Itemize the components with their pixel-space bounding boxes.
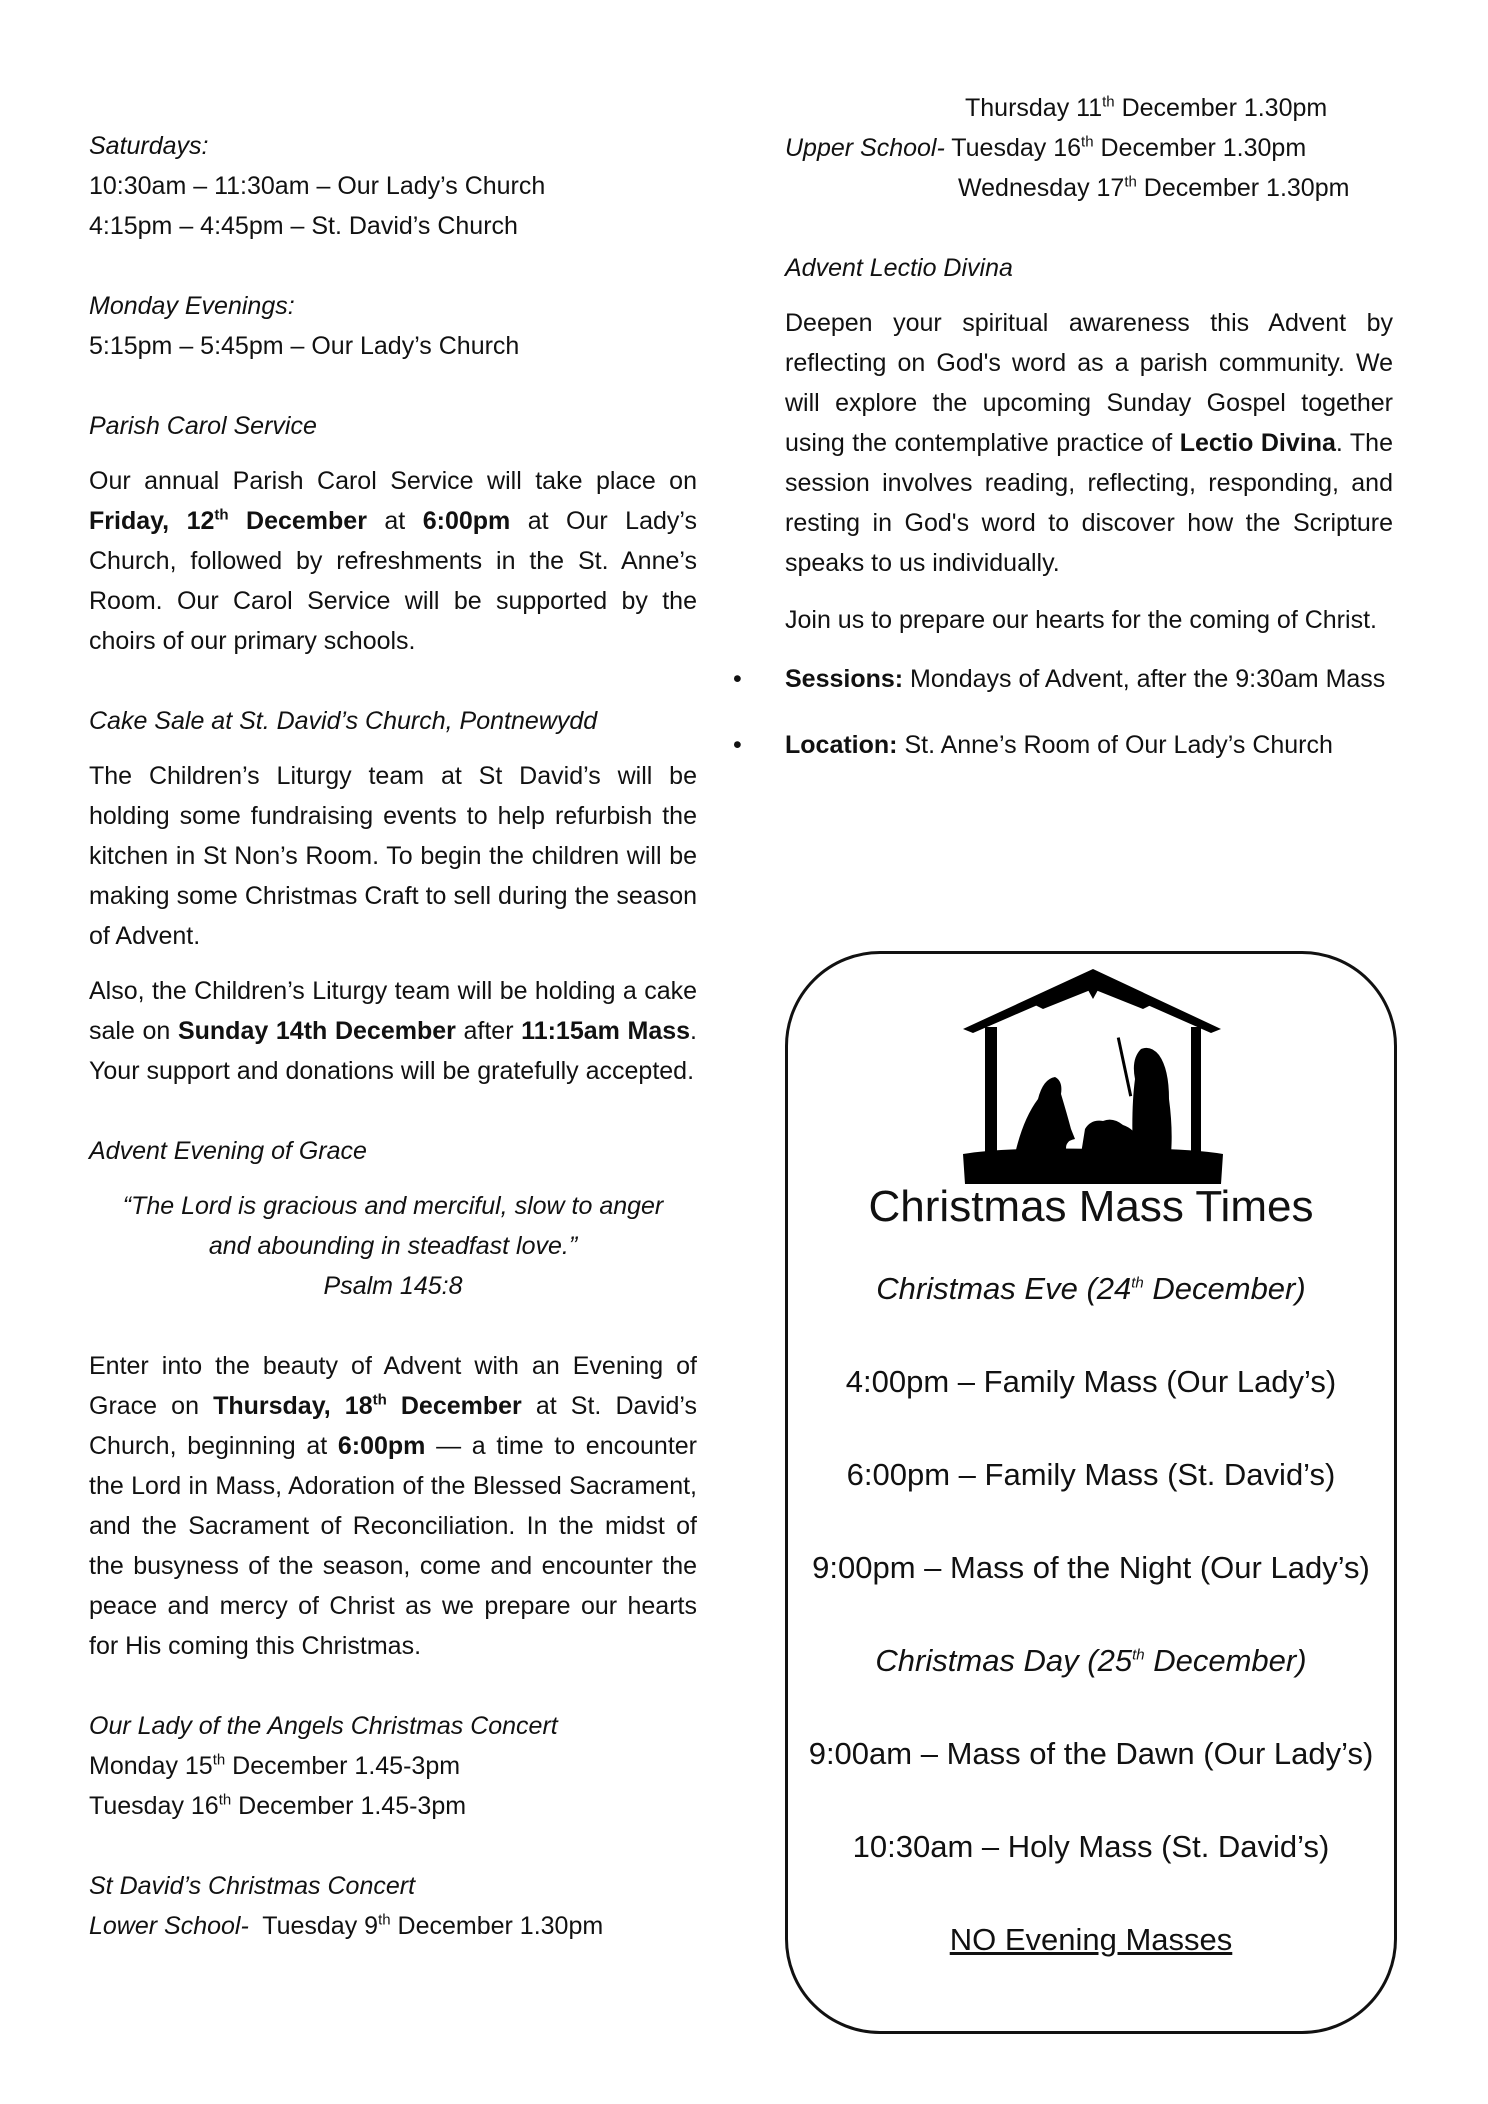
scripture-quote: and abounding in steadfast love.” (208, 1232, 578, 1260)
section-heading: Advent Lectio Divina (785, 254, 1013, 282)
concert-date: Monday 15th December 1.45-3pm (89, 1751, 461, 1780)
lectio-divina-section (733, 248, 1393, 767)
cake-sale-paragraph-2: Also, the Children’s Liturgy team will be holding a cake sale on Sunday 14th December after 11:15am Mass. Your support and donations will be gratefully accepted. (89, 977, 697, 1085)
concert-date: Tuesday 16th December 1.45-3pm (89, 1791, 467, 1820)
mass-times-title: Christmas Mass Times (868, 1182, 1314, 1231)
nativity-icon (963, 969, 1223, 1184)
section-heading: Advent Evening of Grace (89, 1137, 367, 1165)
mass-time-item: 10:30am – Holy Mass (St. David’s) (852, 1829, 1330, 1864)
lectio-divina-invitation: Join us to prepare our hearts for the coming of Christ. (785, 606, 1377, 634)
carol-service-paragraph: Our annual Parish Carol Service will take place on Friday, 12th December at 6:00pm at Our Lady’s Church, followed by refreshments in the St. Anne’s Room. Our Carol Service will be supported by the choirs of our primary schools. (89, 467, 697, 655)
time-line: 5:15pm – 5:45pm – Our Lady’s Church (89, 332, 520, 360)
confession-times-monday (89, 286, 697, 366)
christmas-day-heading: Christmas Day (25th December) (875, 1643, 1307, 1678)
right-column (733, 88, 1393, 789)
evening-of-grace-section (89, 1131, 697, 1666)
mass-times-list (788, 1269, 1394, 2013)
section-heading: Cake Sale at St. David’s Church, Pontnewydd (89, 707, 598, 735)
concert-date: Upper School- Tuesday 16th December 1.30pm (785, 133, 1307, 162)
left-column (89, 126, 697, 1946)
mass-time-item: 9:00pm – Mass of the Night (Our Lady’s) (812, 1550, 1370, 1585)
list-item-sessions: • Sessions: Mondays of Advent, after the 9:30am Mass (785, 657, 1393, 701)
time-line: 10:30am – 11:30am – Our Lady’s Church (89, 172, 546, 200)
cake-sale-section (89, 701, 697, 1091)
olota-concert-section (89, 1706, 697, 1826)
confession-times-saturdays (89, 126, 697, 246)
section-heading: St David’s Christmas Concert (89, 1872, 416, 1900)
mass-time-item: 9:00am – Mass of the Dawn (Our Lady’s) (808, 1736, 1374, 1771)
section-heading: Parish Carol Service (89, 412, 317, 440)
bullet-icon: • (733, 665, 742, 693)
bullet-icon: • (733, 731, 742, 759)
no-evening-masses-note: NO Evening Masses (949, 1922, 1233, 1957)
mass-time-item: 4:00pm – Family Mass (Our Lady’s) (845, 1364, 1337, 1399)
cake-sale-paragraph-1: The Children’s Liturgy team at St David’s will be holding some fundraising events to help refurbish the kitchen in St Non’s Room. To begin the children will be making some Christmas Craft to sell during the season of Advent. (89, 762, 697, 950)
concert-date: Wednesday 17th December 1.30pm (958, 173, 1350, 202)
section-heading: Monday Evenings: (89, 292, 295, 320)
concert-date: Thursday 11th December 1.30pm (965, 93, 1328, 122)
mass-time-item: 6:00pm – Family Mass (St. David’s) (846, 1457, 1336, 1492)
christmas-eve-heading: Christmas Eve (24th December) (876, 1271, 1306, 1306)
carol-service-section (89, 406, 697, 661)
lectio-divina-paragraph: Deepen your spiritual awareness this Advent by reflecting on God's word as a parish community. We will explore the upcoming Sunday Gospel together using the contemplative practice of Lectio Divina. The session involves reading, reflecting, responding, and resting in God's word to discover how the Scripture speaks to us individually. (785, 309, 1393, 577)
time-line: 4:15pm – 4:45pm – St. David’s Church (89, 212, 518, 240)
session-details-list (733, 657, 1393, 767)
scripture-reference: Psalm 145:8 (323, 1272, 463, 1300)
section-heading: Our Lady of the Angels Christmas Concert (89, 1712, 558, 1740)
scripture-quote: “The Lord is gracious and merciful, slow to anger (122, 1192, 664, 1220)
christmas-mass-times-box (785, 951, 1397, 2034)
st-davids-concert-section (89, 1866, 697, 1946)
evening-of-grace-paragraph: Enter into the beauty of Advent with an Evening of Grace on Thursday, 18th December at St. David’s Church, beginning at 6:00pm — a time to encounter the Lord in Mass, Adoration of the Blessed Sacrament, and the Sacrament of Reconciliation. In the midst of the busyness of the season, come and encounter the peace and mercy of Christ as we prepare our hearts for His coming this Christmas. (89, 1352, 697, 1660)
concert-date: Lower School- Tuesday 9th December 1.30pm (89, 1911, 604, 1940)
list-item-location: • Location: St. Anne’s Room of Our Lady’s Church (785, 723, 1393, 767)
section-heading: Saturdays: (89, 132, 209, 160)
st-davids-concert-continued (785, 88, 1393, 208)
